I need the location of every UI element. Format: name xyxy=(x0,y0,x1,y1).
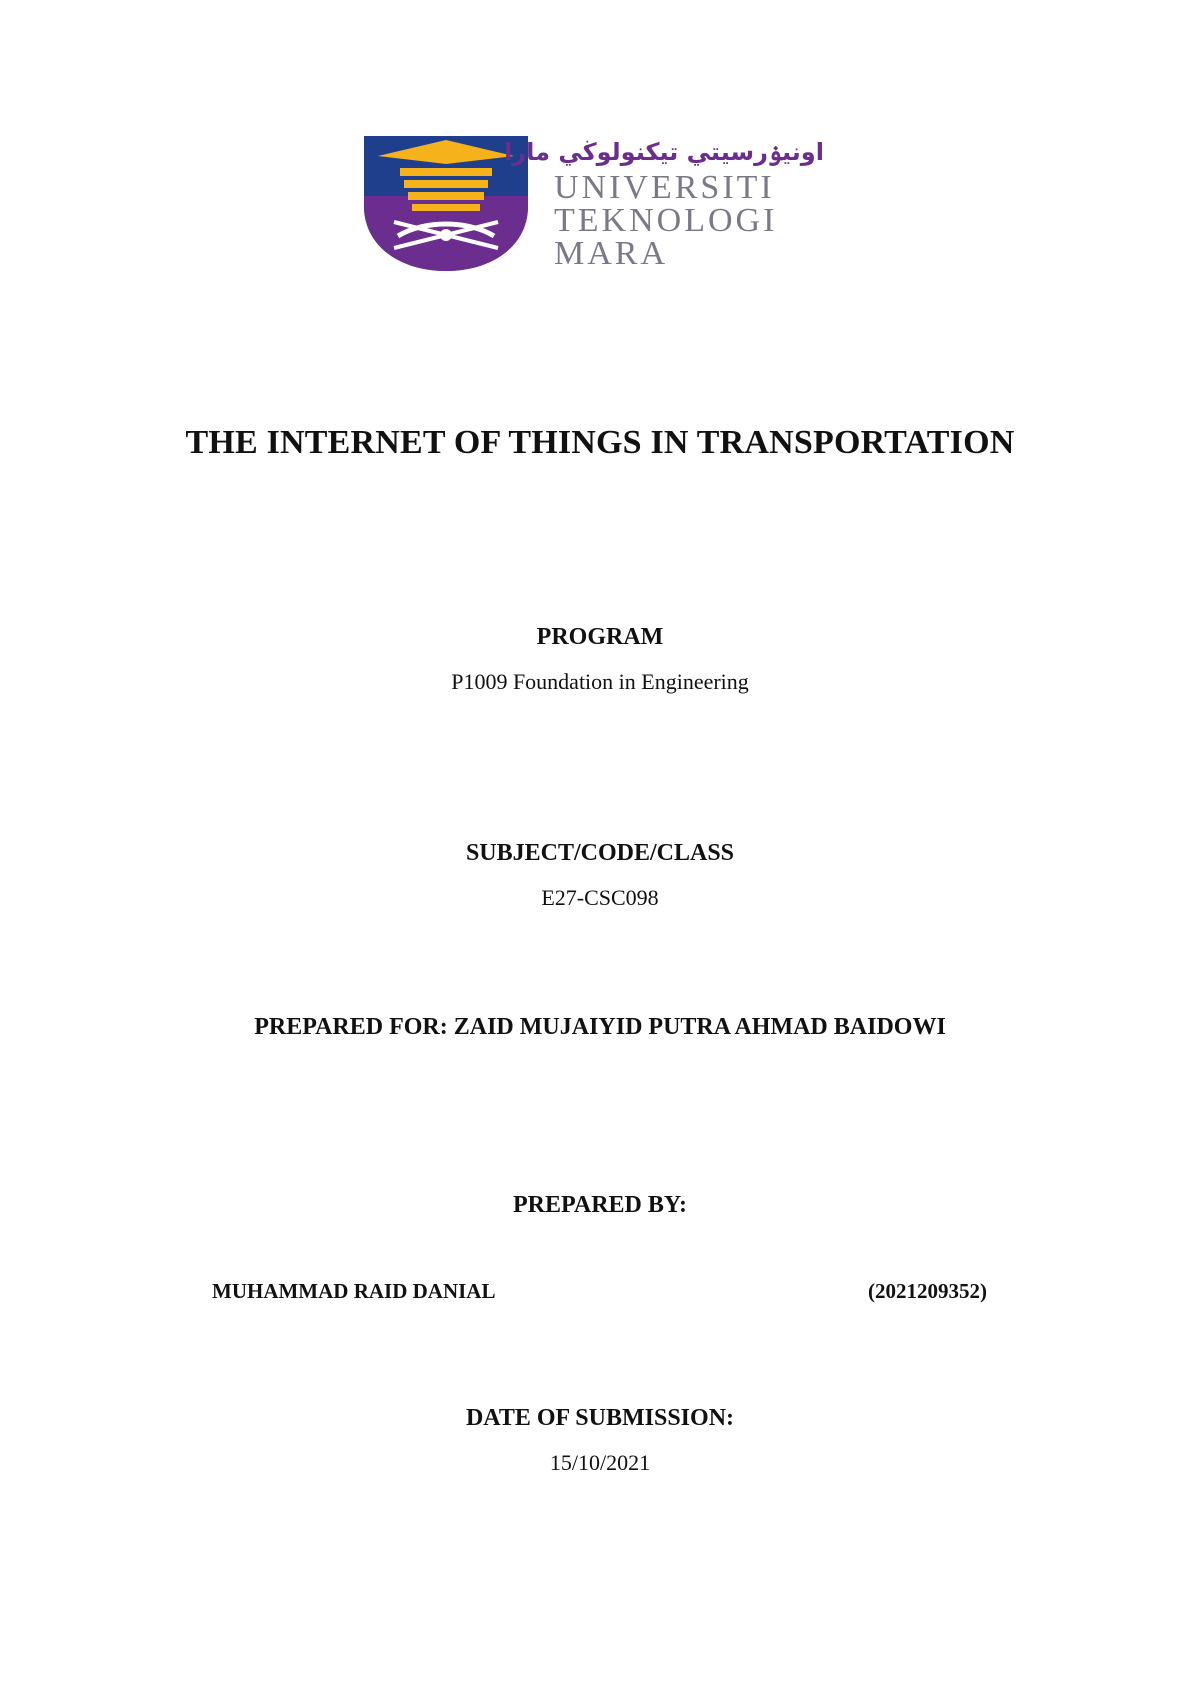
prepared-for: PREPARED FOR: ZAID MUJAIYID PUTRA AHMAD BAIDOWI xyxy=(254,1014,946,1040)
logo-jawi-text: اونيۏرسيتي تيكنولوڬي مارا xyxy=(504,138,824,166)
author-student-id: (2021209352) xyxy=(868,1279,987,1303)
logo-line-2: TEKNOLOGI xyxy=(554,202,778,239)
prepared-by-heading: PREPARED BY: xyxy=(512,1192,687,1218)
logo-line-1: UNIVERSITI xyxy=(554,169,775,206)
subject-value: E27-CSC098 xyxy=(541,885,659,910)
program-value: P1009 Foundation in Engineering xyxy=(451,669,749,694)
submission-date: 15/10/2021 xyxy=(549,1450,651,1475)
subject-heading: SUBJECT/CODE/CLASS xyxy=(465,840,735,866)
logo-line-3: MARA xyxy=(554,235,669,272)
author-name: MUHAMMAD RAID DANIAL xyxy=(212,1279,496,1303)
submission-heading: DATE OF SUBMISSION: xyxy=(465,1405,735,1431)
document-title: THE INTERNET OF THINGS IN TRANSPORTATION xyxy=(185,424,1015,461)
university-logo xyxy=(364,136,844,276)
program-heading: PROGRAM xyxy=(536,624,664,650)
